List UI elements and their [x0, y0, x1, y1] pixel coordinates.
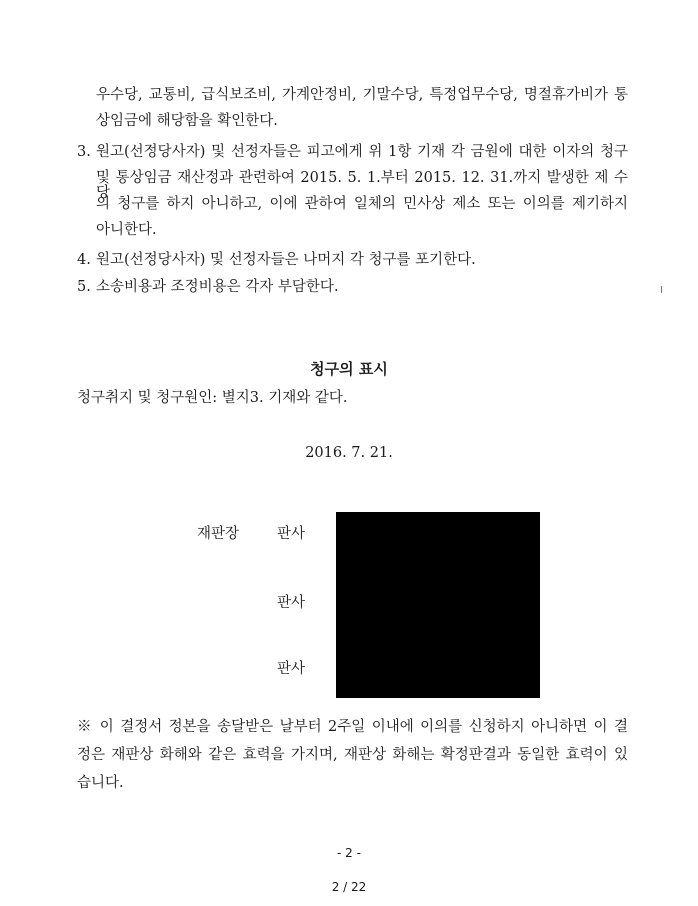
- page-count: 2 / 22: [331, 880, 367, 894]
- judge-label: 판사: [277, 661, 306, 677]
- notice-line: 습니다.: [77, 775, 124, 791]
- body-line: 원고(선정당사자) 및 선정자들은 피고에게 위 1항 기재 각 금원에 대한 이자의 청구: [96, 144, 628, 160]
- body-line: 소송비용과 조정비용은 각자 부담한다.: [96, 279, 339, 295]
- decision-date: 2016. 7. 21.: [305, 445, 393, 461]
- redaction-block: [336, 512, 540, 698]
- page-marker: - 2 -: [337, 846, 361, 860]
- item-number: 4.: [77, 252, 91, 268]
- judge-label: 판사: [277, 526, 306, 542]
- body-line: 우수당, 교통비, 급식보조비, 가계안정비, 기말수당, 특정업무수당, 명절휴가비가 통: [96, 87, 628, 103]
- body-line: 및 통상임금 재산정과 관련하여 2015. 5. 1.부터 2015. 12. 31.까지 발생한 제 수당: [96, 170, 628, 201]
- notice-line: ※ 이 결정서 정본을 송달받은 날부터 2주일 이내에 이의를 신청하지 아니하면 이 결: [77, 719, 628, 735]
- body-line: 원고(선정당사자) 및 선정자들은 나머지 각 청구를 포기한다.: [96, 252, 476, 268]
- claim-text: 청구취지 및 청구원인: 별지3. 기재와 같다.: [77, 390, 348, 406]
- body-line: 상임금에 해당함을 확인한다.: [96, 113, 278, 129]
- body-line: 의 청구를 하지 아니하고, 이에 관하여 일체의 민사상 제소 또는 이의를 제기하지: [96, 196, 628, 212]
- notice-line: 정은 재판상 화해와 같은 효력을 가지며, 재판상 화해는 확정판결과 동일한 효력이 있: [77, 747, 628, 763]
- body-line: 아니한다.: [96, 222, 157, 238]
- claim-heading: 청구의 표시: [310, 360, 388, 378]
- scan-edge-mark: [661, 286, 662, 293]
- item-number: 3.: [77, 144, 91, 160]
- presiding-judge-label: 재판장: [197, 526, 240, 542]
- judge-label: 판사: [277, 595, 306, 611]
- item-number: 5.: [77, 279, 91, 295]
